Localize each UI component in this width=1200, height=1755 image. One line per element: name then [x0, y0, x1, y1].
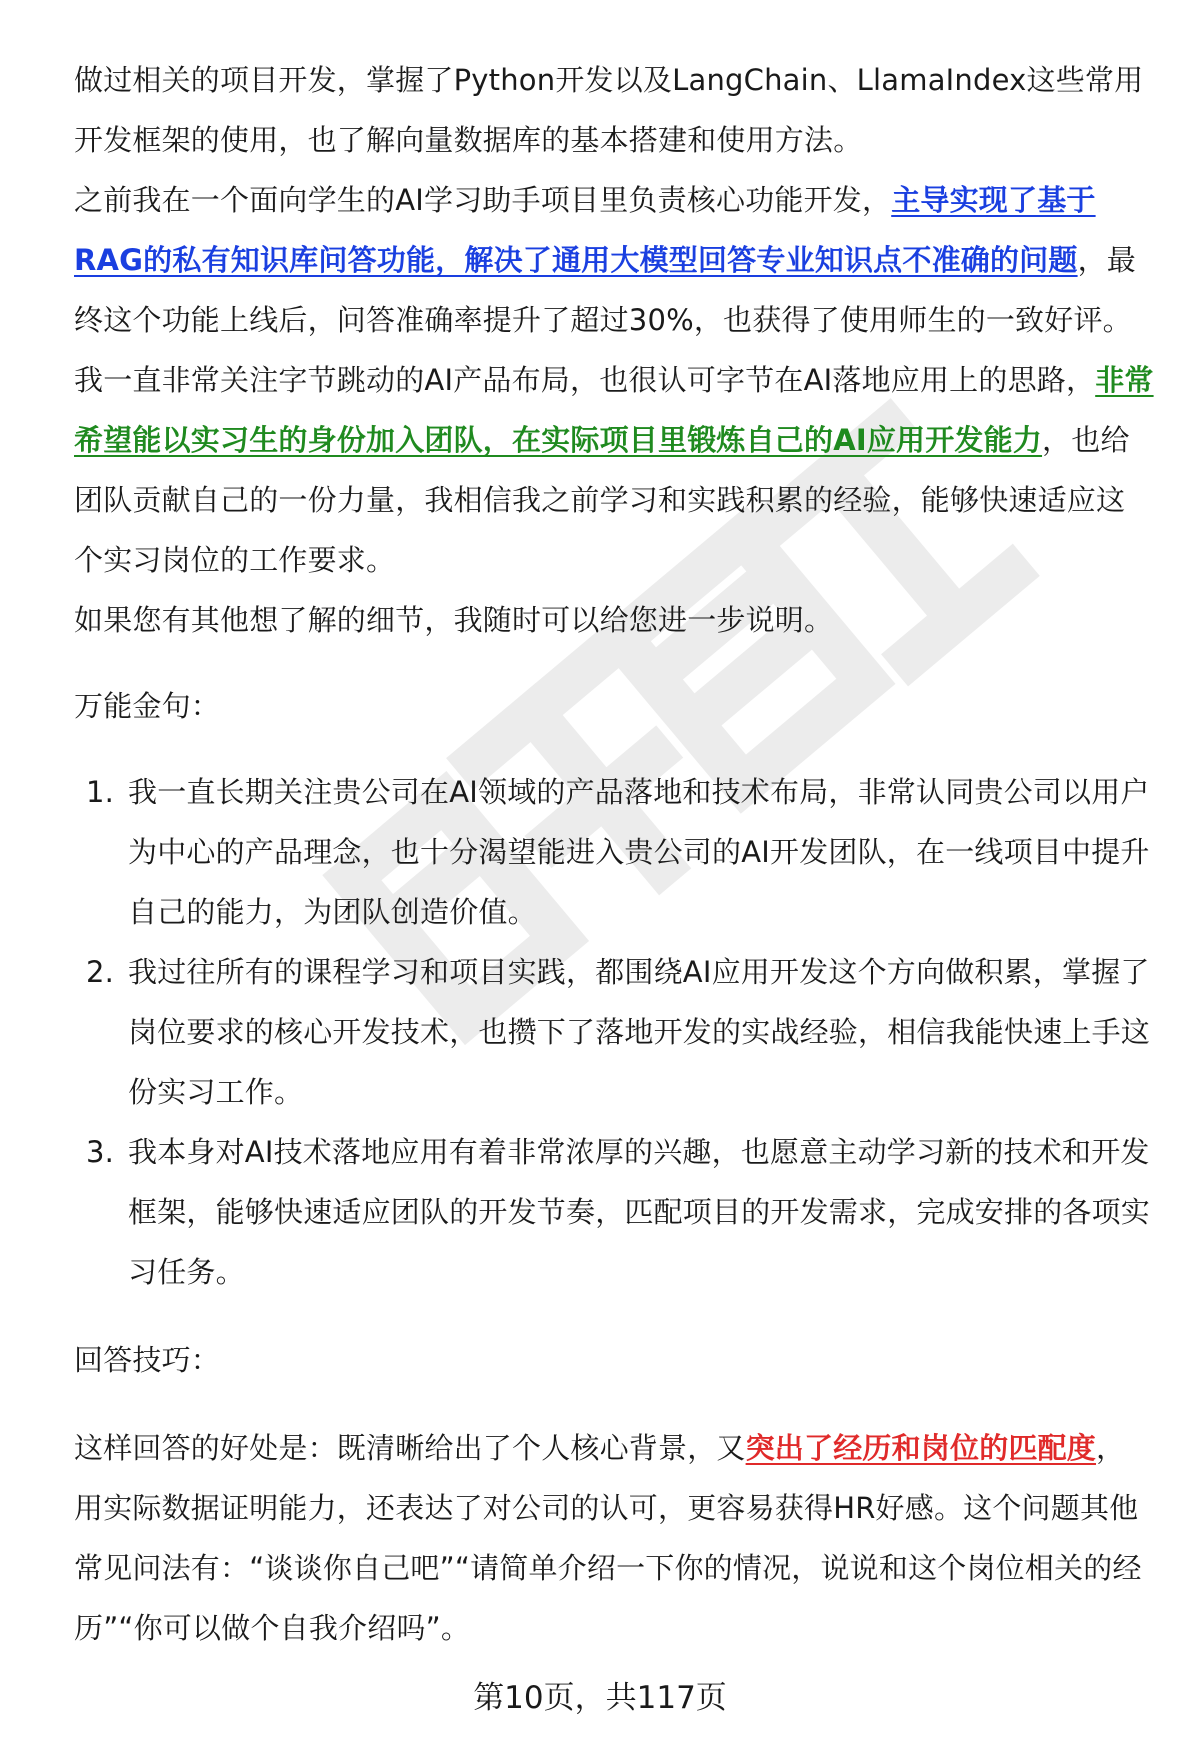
document-page [74, 50, 1154, 1658]
project-text-b: ，最终这个功能上线后，问答准确率提升了超过30%，也获得了使用师生的一致好评。 [74, 243, 1136, 337]
list-item-text: 我本身对AI技术落地应用有着非常浓厚的兴趣，也愿意主动学习新的技术和开发框架，能够快速适应团队的开发节奏，匹配项目的开发需求，完成安排的各项实习任务。 [128, 1135, 1151, 1289]
tips-text-a: 这样回答的好处是：既清晰给出了个人核心背景，又 [74, 1431, 746, 1465]
list-number: 2. [86, 955, 115, 989]
list-number: 3. [86, 1135, 115, 1169]
list-item [74, 942, 1154, 1122]
intro-paragraph-skills: 做过相关的项目开发，掌握了Python开发以及LangChain、LlamaIndex这些常用开发框架的使用，也了解向量数据库的基本搭建和使用方法。 [74, 63, 1144, 157]
list-item-text: 我过往所有的课程学习和项目实践，都围绕AI应用开发这个方向做积累，掌握了岗位要求的核心开发技术，也攒下了落地开发的实战经验，相信我能快速上手这份实习工作。 [128, 955, 1151, 1109]
project-text-a: 之前我在一个面向学生的AI学习助手项目里负责核心功能开发， [74, 183, 892, 217]
answer-tips-paragraph [74, 1418, 1154, 1658]
intro-paragraph-closing: 如果您有其他想了解的细节，我随时可以给您进一步说明。 [74, 603, 834, 637]
motivation-text-b: ，也给团队贡献自己的一份力量，我相信我之前学习和实践积累的经验，能够快速适应这个实习岗位的工作要求。 [74, 423, 1130, 577]
motivation-text-a: 我一直非常关注字节跳动的AI产品布局，也很认可字节在AI落地应用上的思路， [74, 363, 1096, 397]
intro-paragraph-project [74, 170, 1154, 350]
golden-sentences-heading: 万能金句： [74, 689, 221, 723]
page-number-footer: 第10页，共117页 [473, 1680, 727, 1716]
list-item-text: 我一直长期关注贵公司在AI领域的产品落地和技术布局，非常认同贵公司以用户为中心的产品理念，也十分渴望能进入贵公司的AI开发团队，在一线项目中提升自己的能力，为团队创造价值。 [128, 775, 1150, 929]
list-item [74, 762, 1154, 942]
highlight-match: 突出了经历和岗位的匹配度 [745, 1431, 1097, 1465]
list-number: 1. [86, 775, 115, 809]
tips-text-b: ，用实际数据证明能力，还表达了对公司的认可，更容易获得HR好感。这个问题其他常见问法有：“谈谈你自己吧”“请简单介绍一下你的情况，说说和这个岗位相关的经历”“你可以做个自我介绍吗”。 [74, 1431, 1142, 1645]
highlight-rag-achievement: 主导实现了基于RAG的私有知识库问答功能，解决了通用大模型回答专业知识点不准确的问题 [74, 183, 1096, 277]
golden-sentences-list [74, 762, 1154, 1302]
list-item [74, 1122, 1154, 1302]
highlight-join-team: 非常希望能以实习生的身份加入团队，在实际项目里锻炼自己的AI应用开发能力 [74, 363, 1154, 457]
intro-paragraph-motivation [74, 350, 1154, 590]
answer-tips-heading: 回答技巧： [74, 1343, 221, 1377]
